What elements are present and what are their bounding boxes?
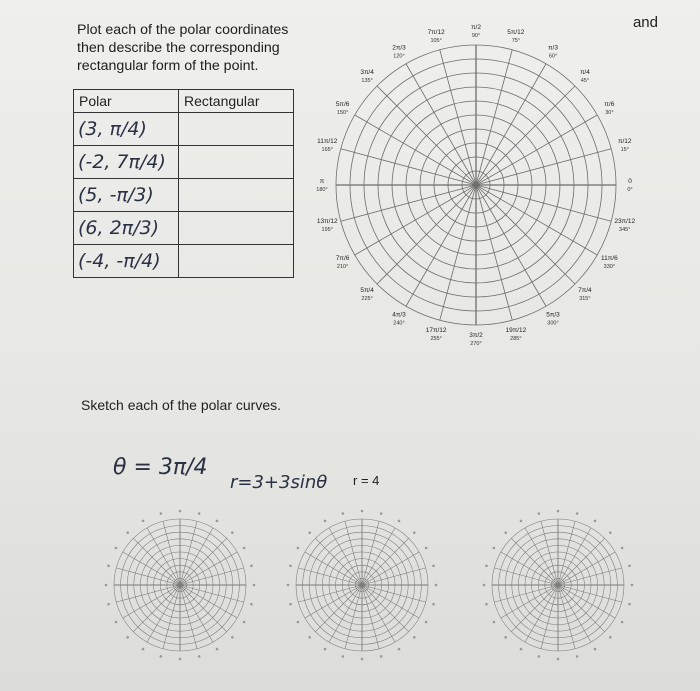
instructions-line: Plot each of the polar coordinates	[77, 22, 289, 38]
angle-label-degrees: 15°	[620, 147, 629, 154]
angle-tick-mark	[243, 547, 246, 550]
angle-label-radians: 2π/3	[392, 44, 406, 52]
grid-ray	[305, 585, 362, 618]
grid-ray	[147, 528, 180, 585]
grid-ray	[476, 64, 546, 185]
angle-tick-mark	[216, 648, 219, 651]
grid-ray	[440, 185, 476, 320]
grid-ray	[501, 552, 558, 585]
angle-label-degrees: 285°	[510, 335, 522, 342]
table-row	[74, 113, 294, 146]
grid-ray	[116, 585, 180, 602]
angle-label-degrees: 330°	[603, 264, 616, 270]
angle-label-radians: π	[319, 178, 325, 185]
large-polar-grid	[316, 25, 656, 365]
table-row	[74, 212, 294, 245]
table-header-row	[74, 90, 294, 113]
angle-label-degrees: 90°	[471, 33, 481, 39]
small-polar-grid-2	[282, 497, 442, 673]
angle-label-degrees: 45°	[580, 78, 590, 85]
angle-label-radians: 23π/12	[614, 217, 636, 225]
angle-label-radians: 17π/12	[425, 326, 447, 334]
rectangular-cell	[179, 113, 294, 146]
angle-tick-mark	[231, 531, 234, 534]
grid-ray	[345, 521, 362, 585]
grid-ray	[345, 585, 362, 649]
angle-label-radians: 0	[628, 178, 632, 185]
grid-ray	[298, 585, 362, 602]
angle-tick-mark	[324, 648, 327, 651]
angle-tick-mark	[216, 520, 219, 523]
angle-tick-mark	[231, 636, 234, 639]
angle-tick-mark	[179, 658, 182, 661]
angle-tick-mark	[435, 584, 438, 587]
grid-ray	[558, 552, 615, 585]
grid-ray	[558, 521, 575, 585]
angle-tick-mark	[361, 658, 364, 661]
grid-ray	[558, 585, 615, 618]
angle-tick-mark	[594, 648, 597, 651]
angle-tick-mark	[483, 584, 486, 587]
angle-label-radians: 5π/4	[360, 286, 374, 294]
angle-tick-mark	[557, 658, 560, 661]
polar-cell: (6, 2π/3)	[74, 212, 179, 245]
angle-label-radians: 5π/6	[335, 101, 350, 108]
angle-tick-mark	[628, 565, 631, 568]
curve-label-circle: r = 4	[353, 473, 380, 488]
grid-ray	[362, 552, 419, 585]
small-polar-grid-1	[100, 497, 260, 673]
grid-ray	[180, 585, 213, 642]
rectangular-cell	[179, 212, 294, 245]
angle-label-radians: π/3	[548, 44, 558, 52]
angle-label-radians: 4π/3	[392, 311, 406, 319]
grid-ray	[147, 585, 180, 642]
grid-ray	[362, 585, 395, 642]
angle-tick-mark	[115, 547, 118, 550]
angle-tick-mark	[160, 512, 163, 515]
curve-label-cardioid: r=3+3sinθ	[230, 472, 328, 493]
angle-label-degrees: 180°	[316, 187, 328, 193]
angle-tick-mark	[398, 648, 401, 651]
grid-ray	[525, 528, 558, 585]
angle-tick-mark	[308, 531, 311, 534]
grid-ray	[494, 568, 558, 585]
grid-ray	[476, 185, 512, 320]
instructions-line: then describe the corresponding	[77, 40, 280, 57]
angle-label-radians: 5π/3	[546, 311, 560, 319]
angle-tick-mark	[485, 565, 488, 568]
grid-ray	[355, 185, 476, 255]
angle-label-degrees: 210°	[336, 264, 349, 270]
grid-ray	[558, 568, 622, 585]
angle-tick-mark	[287, 584, 290, 587]
grid-ray	[362, 521, 379, 585]
angle-tick-mark	[628, 603, 631, 606]
angle-tick-mark	[361, 510, 364, 513]
angle-label-radians: 11π/12	[317, 138, 338, 146]
grid-ray	[362, 528, 395, 585]
angle-tick-mark	[198, 655, 201, 658]
grid-ray	[180, 585, 197, 649]
angle-label-degrees: 225°	[361, 295, 373, 302]
grid-ray	[341, 185, 476, 221]
angle-label-radians: 7π/4	[578, 286, 592, 294]
angle-tick-mark	[380, 655, 383, 658]
angle-tick-mark	[504, 531, 507, 534]
angle-tick-mark	[631, 584, 634, 587]
angle-tick-mark	[413, 531, 416, 534]
angle-tick-mark	[308, 636, 311, 639]
angle-label-degrees: 270°	[470, 341, 482, 347]
polar-cell: (5, -π/3)	[74, 179, 179, 212]
grid-ray	[476, 185, 597, 255]
angle-label-degrees: 165°	[321, 147, 333, 154]
angle-label-degrees: 315°	[579, 295, 591, 302]
angle-label-degrees: 150°	[336, 110, 349, 116]
grid-ray	[123, 552, 180, 585]
polar-cell: (-2, 7π/4)	[74, 146, 179, 179]
grid-ray	[329, 528, 362, 585]
angle-label-radians: π/6	[604, 101, 615, 108]
grid-ray	[476, 115, 597, 185]
grid-ray	[362, 585, 419, 618]
grid-ray	[329, 585, 362, 642]
angle-tick-mark	[297, 547, 300, 550]
angle-tick-mark	[493, 621, 496, 624]
angle-tick-mark	[253, 584, 256, 587]
angle-label-radians: 3π/4	[360, 69, 374, 77]
instructions-line: rectangular form of the point.	[77, 58, 259, 75]
angle-tick-mark	[538, 512, 541, 515]
angle-label-degrees: 120°	[393, 53, 405, 60]
angle-tick-mark	[198, 512, 201, 515]
angle-label-degrees: 195°	[321, 226, 333, 233]
angle-tick-mark	[105, 584, 108, 587]
grid-ray	[558, 585, 575, 649]
angle-tick-mark	[504, 636, 507, 639]
angle-tick-mark	[380, 512, 383, 515]
angle-tick-mark	[609, 636, 612, 639]
angle-tick-mark	[538, 655, 541, 658]
angle-tick-mark	[126, 531, 129, 534]
angle-label-degrees: 345°	[619, 226, 631, 233]
angle-tick-mark	[621, 547, 624, 550]
angle-tick-mark	[324, 520, 327, 523]
polar-rectangular-table	[73, 89, 294, 278]
grid-ray	[180, 552, 237, 585]
curve-label-theta: θ = 3π/4	[113, 455, 208, 480]
grid-ray	[355, 115, 476, 185]
angle-tick-mark	[594, 520, 597, 523]
grid-ray	[440, 50, 476, 185]
angle-tick-mark	[250, 565, 253, 568]
header-polar: Polar	[74, 90, 179, 113]
angle-tick-mark	[609, 531, 612, 534]
grid-ray	[406, 185, 476, 306]
angle-label-degrees: 135°	[361, 78, 373, 85]
angle-tick-mark	[485, 603, 488, 606]
angle-label-degrees: 300°	[547, 320, 559, 327]
angle-label-radians: π/4	[579, 69, 590, 77]
angle-tick-mark	[432, 565, 435, 568]
grid-ray	[305, 552, 362, 585]
angle-label-radians: 7π/12	[427, 29, 445, 37]
header-rectangular: Rectangular	[179, 90, 294, 113]
angle-label-radians: 13π/12	[316, 217, 338, 225]
grid-ray	[406, 64, 476, 185]
angle-tick-mark	[126, 636, 129, 639]
angle-tick-mark	[342, 655, 345, 658]
angle-label-radians: 19π/12	[505, 326, 527, 334]
grid-ray	[476, 50, 512, 185]
grid-ray	[180, 521, 197, 585]
angle-tick-mark	[576, 655, 579, 658]
angle-label-radians: 7π/6	[335, 255, 350, 262]
grid-ray	[341, 149, 476, 185]
table-row	[74, 179, 294, 212]
angle-tick-mark	[107, 603, 110, 606]
grid-ray	[116, 568, 180, 585]
grid-ray	[180, 585, 237, 618]
angle-tick-mark	[107, 565, 110, 568]
sketch-heading: Sketch each of the polar curves.	[81, 397, 281, 413]
grid-ray	[558, 528, 591, 585]
grid-ray	[180, 528, 213, 585]
angle-tick-mark	[142, 648, 145, 651]
angle-tick-mark	[289, 565, 292, 568]
corner-text: and	[632, 14, 658, 31]
angle-tick-mark	[520, 520, 523, 523]
angle-tick-mark	[179, 510, 182, 513]
angle-tick-mark	[115, 621, 118, 624]
grid-ray	[476, 185, 611, 221]
angle-tick-mark	[250, 603, 253, 606]
angle-tick-mark	[297, 621, 300, 624]
angle-tick-mark	[425, 547, 428, 550]
angle-tick-mark	[557, 510, 560, 513]
grid-ray	[558, 585, 591, 642]
grid-ray	[494, 585, 558, 602]
angle-tick-mark	[576, 512, 579, 515]
angle-label-radians: 3π/2	[469, 332, 483, 339]
angle-tick-mark	[520, 648, 523, 651]
grid-ray	[476, 149, 611, 185]
angle-tick-mark	[621, 621, 624, 624]
angle-label-degrees: 75°	[511, 38, 521, 45]
grid-ray	[558, 585, 622, 602]
angle-tick-mark	[398, 520, 401, 523]
angle-tick-mark	[243, 621, 246, 624]
grid-ray	[298, 568, 362, 585]
angle-label-radians: 5π/12	[507, 29, 525, 37]
grid-ray	[362, 585, 379, 649]
table-row	[74, 146, 294, 179]
grid-ray	[501, 585, 558, 618]
angle-label-degrees: 240°	[393, 320, 405, 327]
grid-ray	[476, 185, 546, 306]
grid-ray	[163, 585, 180, 649]
angle-tick-mark	[342, 512, 345, 515]
table-row	[74, 245, 294, 278]
polar-cell: (3, π/4)	[74, 113, 179, 146]
angle-tick-mark	[425, 621, 428, 624]
instructions	[77, 21, 317, 76]
small-polar-grid-3	[478, 497, 638, 673]
grid-ray	[541, 585, 558, 649]
rectangular-cell	[179, 179, 294, 212]
angle-label-radians: 11π/6	[601, 255, 618, 262]
angle-label-radians: π/12	[617, 138, 632, 146]
grid-ray	[163, 521, 180, 585]
angle-tick-mark	[289, 603, 292, 606]
grid-ray	[180, 568, 244, 585]
grid-ray	[362, 585, 426, 602]
angle-tick-mark	[432, 603, 435, 606]
grid-ray	[541, 521, 558, 585]
angle-tick-mark	[142, 520, 145, 523]
rectangular-cell	[179, 146, 294, 179]
polar-cell: (-4, -π/4)	[74, 245, 179, 278]
grid-ray	[180, 585, 244, 602]
angle-label-degrees: 0°	[627, 187, 633, 193]
angle-tick-mark	[160, 655, 163, 658]
angle-label-degrees: 255°	[430, 335, 442, 342]
rectangular-cell	[179, 245, 294, 278]
angle-label-radians: π/2	[471, 24, 481, 31]
angle-tick-mark	[493, 547, 496, 550]
angle-label-degrees: 60°	[548, 53, 558, 60]
angle-tick-mark	[413, 636, 416, 639]
grid-ray	[362, 568, 426, 585]
grid-ray	[525, 585, 558, 642]
grid-ray	[123, 585, 180, 618]
angle-label-degrees: 105°	[430, 38, 442, 45]
angle-label-degrees: 30°	[605, 110, 614, 116]
